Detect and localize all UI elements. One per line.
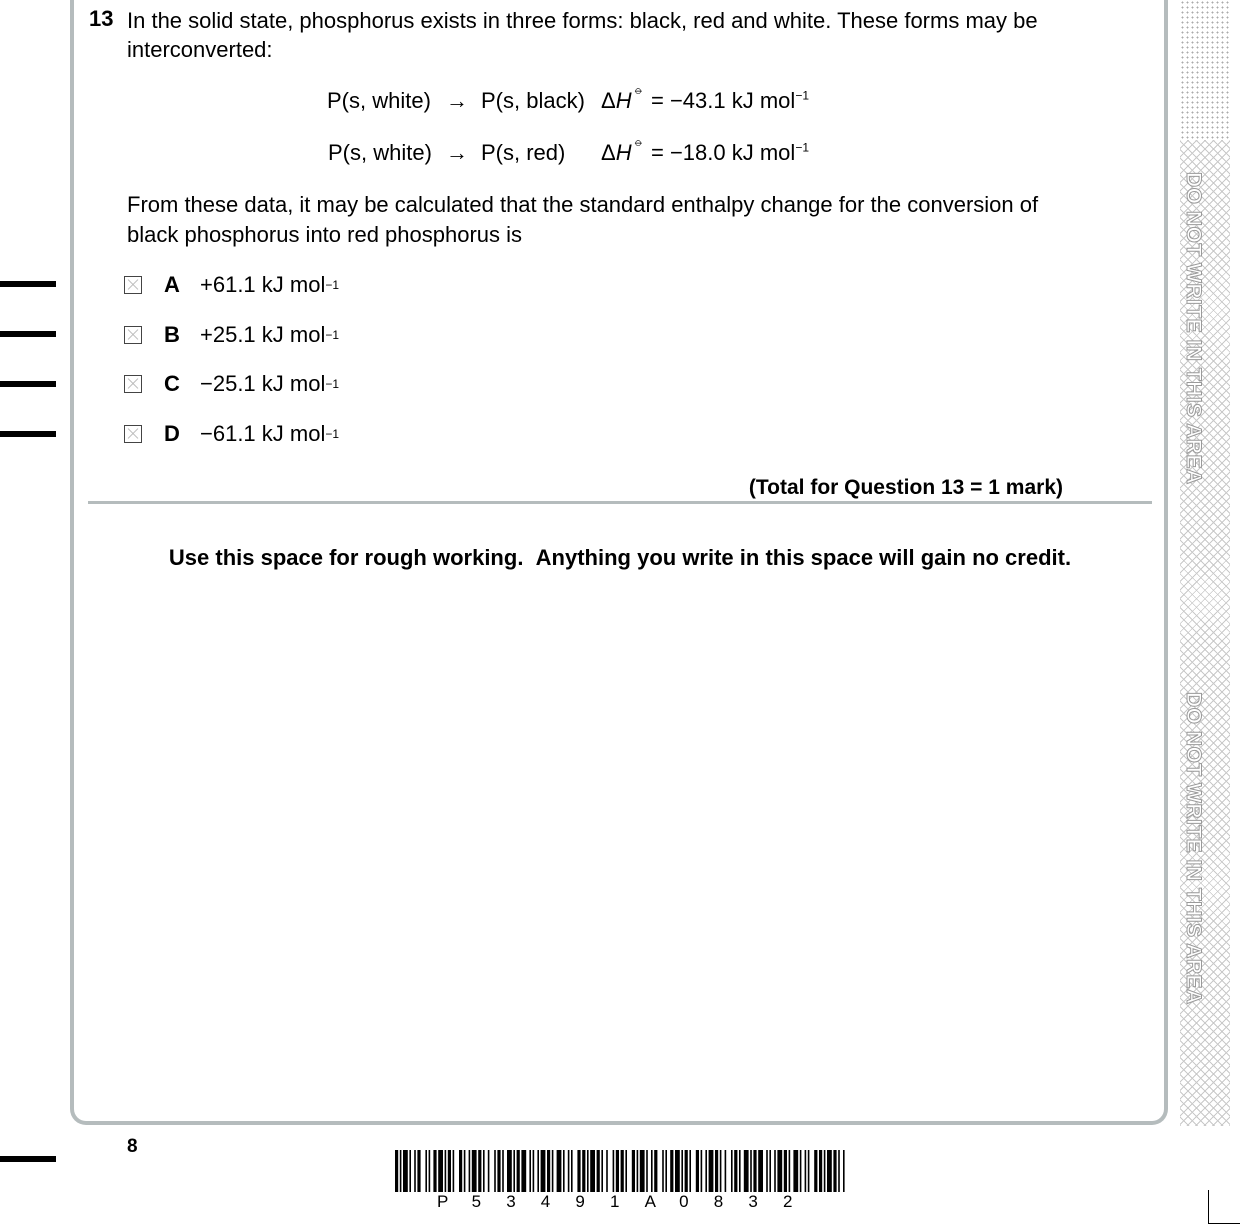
barcode-bar (662, 1150, 664, 1192)
barcode-bar (497, 1150, 500, 1192)
margin-strip-dots (1180, 0, 1230, 140)
margin-tick (0, 1156, 56, 1162)
do-not-write-label: DO NOT WRITE IN THIS AREA (1182, 692, 1205, 1005)
barcode-bar (587, 1150, 589, 1192)
barcode-bar (537, 1150, 539, 1192)
do-not-write-label: DO NOT WRITE IN THIS AREA (1182, 172, 1205, 485)
option-letter: D (164, 421, 180, 446)
barcode-bar (571, 1150, 573, 1192)
barcode-bar (469, 1150, 471, 1192)
barcode-bar (632, 1150, 635, 1192)
barcode-bar (739, 1150, 741, 1192)
barcode-bar (819, 1150, 822, 1192)
barcode-bar (507, 1150, 512, 1192)
barcode-bar (568, 1150, 570, 1192)
rough-working-warning: Anything you write in this space will gain no credit. (535, 545, 1072, 570)
barcode-bar (453, 1150, 455, 1192)
option-letter: B (164, 322, 180, 347)
barcode-bar (654, 1150, 657, 1192)
option-a[interactable]: A +61.1 kJ mol −1 (124, 270, 339, 300)
option-letter: A (164, 272, 180, 297)
barcode-bar (494, 1150, 496, 1192)
rough-working-note (0, 545, 1240, 571)
barcode-bar (582, 1150, 585, 1192)
product: P(s, black) (481, 88, 585, 113)
barcode-bars (395, 1150, 845, 1192)
barcode-bar (731, 1150, 733, 1192)
product: P(s, red) (481, 140, 566, 165)
barcode-bar (541, 1150, 546, 1192)
barcode-bar (725, 1150, 727, 1192)
h-symbol: H (615, 140, 632, 165)
answer-checkbox[interactable] (124, 326, 142, 344)
unit-superscript: −1 (795, 88, 809, 103)
barcode-bar (621, 1150, 624, 1192)
barcode-digit: 4 (540, 1192, 551, 1211)
option-text: −61.1 kJ mol (200, 421, 326, 446)
barcode-bar (425, 1150, 427, 1192)
answer-checkbox[interactable] (124, 425, 142, 443)
barcode-bar (784, 1150, 787, 1192)
barcode-bar (758, 1150, 763, 1192)
barcode-bar (521, 1150, 526, 1192)
barcode-digit: 3 (748, 1192, 758, 1211)
barcode-digit: 1 (609, 1192, 620, 1211)
barcode-bar (769, 1150, 771, 1192)
barcode-bar (433, 1150, 436, 1192)
delta-symbol: Δ (601, 88, 616, 113)
barcode-bar (438, 1150, 443, 1192)
barcode-bar (744, 1150, 749, 1192)
barcode-bar (646, 1150, 648, 1192)
barcode-bar (789, 1150, 791, 1192)
enthalpy-symbol (601, 134, 644, 166)
unit-superscript: −1 (795, 140, 809, 155)
barcode-bar (606, 1150, 608, 1192)
rough-working-instruction: Use this space for rough working. (168, 545, 524, 570)
option-c[interactable]: C −25.1 kJ mol −1 (124, 369, 339, 399)
barcode-bar (805, 1150, 807, 1192)
barcode-bar (774, 1150, 776, 1192)
barcode-bar (637, 1150, 639, 1192)
barcode-bar (750, 1150, 752, 1192)
standard-state-symbol: ⦵ (633, 134, 644, 149)
answer-checkbox[interactable] (124, 276, 142, 294)
barcode-bar (766, 1150, 768, 1192)
barcode-bar (533, 1150, 535, 1192)
barcode-bar (705, 1150, 707, 1192)
barcode-bar (552, 1150, 554, 1192)
barcode-bar (547, 1150, 550, 1192)
barcode-digit: 3 (506, 1192, 516, 1211)
barcode-bar (838, 1150, 840, 1192)
margin-tick (0, 431, 56, 437)
barcode-bar (625, 1150, 627, 1192)
barcode-bar (640, 1150, 645, 1192)
barcode-bar (601, 1150, 603, 1192)
barcode-bar (696, 1150, 699, 1192)
barcode-bar (409, 1150, 411, 1192)
value-text: = −43.1 kJ mol (651, 88, 796, 113)
barcode-bar (590, 1150, 595, 1192)
barcode-bar (715, 1150, 718, 1192)
barcode-bar (464, 1150, 466, 1192)
barcode-bar (557, 1150, 562, 1192)
barcode (395, 1150, 845, 1192)
barcode-bar (448, 1150, 451, 1192)
divider (88, 501, 1152, 504)
standard-state-symbol: ⦵ (633, 82, 644, 97)
h-symbol: H (615, 88, 632, 113)
arrow: → (446, 140, 468, 165)
barcode-digit: 2 (782, 1192, 793, 1211)
enthalpy-value (651, 88, 809, 114)
barcode-digit: 9 (575, 1192, 585, 1211)
barcode-digit: P (437, 1192, 449, 1211)
barcode-bar (478, 1150, 481, 1192)
question-number: 13 (89, 6, 114, 31)
barcode-bar (777, 1150, 782, 1192)
option-text: +25.1 kJ mol (200, 322, 326, 347)
barcode-bar (701, 1150, 703, 1192)
page-number: 8 (127, 1136, 138, 1157)
barcode-bar (824, 1150, 826, 1192)
option-text: +61.1 kJ mol (200, 272, 326, 297)
barcode-bar (395, 1150, 398, 1192)
margin-tick (0, 331, 56, 337)
margin-tick (0, 281, 56, 287)
equation-1 (327, 88, 431, 114)
corner-mark (1208, 1190, 1240, 1224)
barcode-bar (753, 1150, 756, 1192)
barcode-bar (651, 1150, 653, 1192)
question-stem: In the solid state, phosphorus exists in three forms: black, red and white. These forms may be interconverted: (127, 8, 1038, 62)
barcode-digit: 5 (471, 1192, 482, 1211)
answer-checkbox[interactable] (124, 375, 142, 393)
reactant: P(s, white) (328, 140, 432, 165)
barcode-bar (808, 1150, 810, 1192)
barcode-bar (843, 1150, 845, 1192)
barcode-bar (675, 1150, 680, 1192)
barcode-bar (488, 1150, 490, 1192)
barcode-bar (513, 1150, 515, 1192)
barcode-bar (681, 1150, 683, 1192)
barcode-bar (529, 1150, 531, 1192)
barcode-bar (685, 1150, 688, 1192)
barcode-bar (734, 1150, 737, 1192)
option-letter: C (164, 371, 180, 396)
barcode-bar (665, 1150, 667, 1192)
barcode-bar (720, 1150, 722, 1192)
barcode-bar (827, 1150, 832, 1192)
barcode-bar (689, 1150, 691, 1192)
option-d[interactable]: D −61.1 kJ mol −1 (124, 419, 339, 449)
barcode-digit: A (644, 1192, 656, 1211)
margin-tick (0, 381, 56, 387)
reactant: P(s, white) (327, 88, 431, 113)
arrow: → (446, 88, 468, 113)
barcode-bar (613, 1150, 615, 1192)
barcode-bar (459, 1150, 462, 1192)
enthalpy-symbol (601, 82, 644, 114)
question-lead-in: From these data, it may be calculated that the standard enthalpy change for the conversion of black phosphorus into red phosphorus is (127, 192, 1039, 247)
barcode-bar (400, 1150, 402, 1192)
barcode-digits (437, 1192, 818, 1212)
barcode-bar (445, 1150, 447, 1192)
barcode-bar (417, 1150, 420, 1192)
barcode-bar (670, 1150, 673, 1192)
barcode-bar (472, 1150, 477, 1192)
barcode-bar (616, 1150, 619, 1192)
barcode-bar (577, 1150, 580, 1192)
barcode-digit: 8 (713, 1192, 724, 1211)
barcode-bar (800, 1150, 802, 1192)
delta-symbol: Δ (601, 140, 616, 165)
enthalpy-value (651, 140, 809, 166)
barcode-bar (483, 1150, 485, 1192)
barcode-bar (833, 1150, 836, 1192)
barcode-bar (597, 1150, 600, 1192)
barcode-bar (429, 1150, 431, 1192)
value-text: = −18.0 kJ mol (651, 140, 796, 165)
barcode-bar (793, 1150, 798, 1192)
barcode-digit: 0 (679, 1192, 689, 1211)
question-total: (Total for Question 13 = 1 mark) (748, 476, 1063, 499)
barcode-bar (563, 1150, 565, 1192)
option-text: −25.1 kJ mol (200, 371, 326, 396)
barcode-bar (517, 1150, 520, 1192)
barcode-bar (814, 1150, 817, 1192)
barcode-bar (414, 1150, 416, 1192)
option-b[interactable]: B +25.1 kJ mol −1 (124, 320, 339, 350)
barcode-bar (502, 1150, 504, 1192)
barcode-bar (403, 1150, 408, 1192)
barcode-bar (709, 1150, 714, 1192)
